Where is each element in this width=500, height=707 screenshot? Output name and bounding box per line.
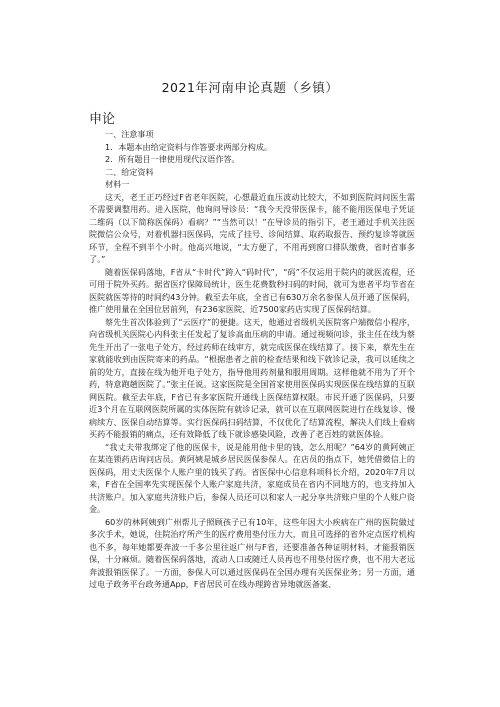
document-title: 2021年河南申论真题（乡镇） <box>161 80 339 95</box>
materials-heading: 二、给定资料 <box>105 166 154 177</box>
note-item-2: 2．所有题目一律使用现代汉语作答。 <box>105 154 240 164</box>
section-heading: 申论 <box>89 112 116 127</box>
paragraph-4: “我丈夫带我绑定了他的医保卡，说是能用他卡里的钱，怎么用呢？”64岁的黄阿姨正在某连锁药店询问店员。黄阿姨是城乡居民医保参保人。在店员的指点下，她凭借微信上的医保码，用丈夫医保个人账户里的钱买了药。省医保中心信息科项科长介绍，2020年7月以来，F省在全国率先实现医保个人账户家庭共济，家庭成员在省内不同地方的，也支持加入共济账户。加入家庭共济账户后，参保人员还可以和家人一起分享共济账户里的个人账户资金。 <box>89 441 415 514</box>
notes-heading: 一、注意事项 <box>105 129 154 139</box>
paragraph-3: 蔡先生首次体验到了“云医疗”的便捷。这天，他通过省级机关医院客户端微信小程序，向省级机关医院心内科张主任发起了复诊高血压病的申请。通过视频问诊，张主任在线为蔡先生开出了一张电子处方，经过药师在线审方，就完成医保在线结算了。接下来，蔡先生在家就能收到由医院寄来的药品。“根据患者之前的检查结果和线下就诊记录，我可以延续之前的处方，直接在线为他开电子处方，指导他用药剂量和服用周期。这样他就不用为了开个药，特意跑趟医院了。”张主任说。这家医院是全国首家使用医保码实现医保在线结算的互联网医院。截至去年底，F省已有多家医院开通线上医保结算权限。市民开通了医保码，只要近3个月在互联网医院所属的实体医院有就诊记录，就可以在互联网医院进行在线复诊、慢病续方、医保自动结算等。实行医保码扫码结算，不仅优化了结算流程，解决人们线上看病买药不能报销的痛点，还有效降低了线下就诊感染风险，改善了老百姓的就医体验。 <box>89 316 415 439</box>
document-body <box>89 128 415 591</box>
paragraph-5: 60岁的林阿姨到广州帮儿子照顾孩子已有10年，这些年因大小疾病在广州的医院做过多次手术，她说，住院治疗所产生的医疗费用垫付压力大，而且可选择的省外定点医疗机构也不多，每年她都要奔波一千多公里往返广州与F省，还要准备各种证明材料，才能报销医保，十分麻烦。随着医保码落地，流动人口或随迁人员再也不用垫付医疗费，也不用大老远奔波报销医保了。一方面，参保人可以通过医保码在全国办理有关医保业务；另一方面，通过电子政务平台政务通App，F省居民可在线办理跨省异地就医备案、 <box>89 516 415 589</box>
paragraph-1: 这天，老王正巧经过F省老年医院，心想最近血压波动比较大，不如到医院问问医生需不需要调整用药。进入医院，他询问导诊员：“我今天没带医保卡，能不能用医保电子凭证二维码（以下简称医保码）看病？”“当然可以！”在导诊员的指引下，老王通过手机关注医院微信公众号，对着机器扫医保码，完成了挂号、诊间结算、取药取报告、预约复诊等就医环节，全程不到半个小时。他高兴地说，“太方便了，不用再到窗口排队缴费，省时省事多了。” <box>89 191 415 264</box>
material-one-heading: 材料一 <box>105 179 130 189</box>
note-item-1: 1．本题本由给定资料与作答要求两部分构成。 <box>105 141 273 152</box>
paragraph-2: 随着医保码落地，F省从“卡时代”跨入“码时代”，“码”不仅运用于院内的就医流程，还可用于院外买药。据省医疗保障局统计，医生花费数秒扫码的时间，就可为患者平均节省在医院就医等待的时间约43分钟。截至去年底，全省已有630万余名参保人员开通了医保码，推广使用量在全国位居前列，有236家医院、近7500家药店实现了医保码结算。 <box>89 266 415 314</box>
